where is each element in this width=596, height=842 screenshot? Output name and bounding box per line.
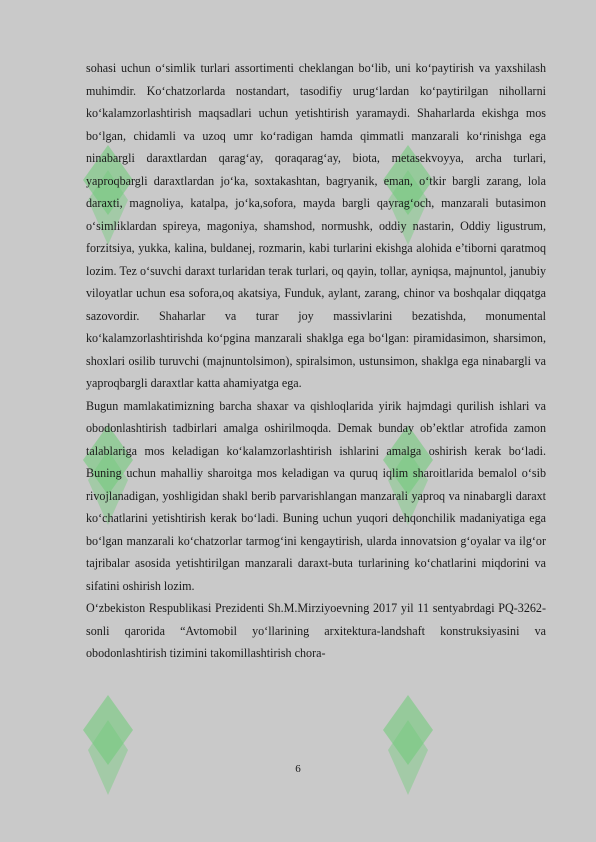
- paragraph-1: sohasi uchun o‘simlik turlari assortimenti cheklangan bo‘lib, uni ko‘paytirish va yaxshilash muhimdir. Ko‘chatzorlarda nostandart, tasodifiy urug‘lardan ko‘paytirilgan nihollarni ko‘kalamzorlashtirish maqsadlari uchun yetishtirish yaramaydi. Shaharlarda ekishga mos bo‘lgan, chidamli va uzoq umr ko‘radigan hamda qimmatli manzarali ko‘rinishga ega ninabargli daraxtlardan qarag‘ay, qoraqarag‘ay, biota, metasekvoyya, archa turlari, yaproqbargli daraxtlardan jo‘ka, soxtakashtan, bagryanik, eman, o‘tkir bargli zarang, lola daraxti, magnoliya, katalpa, jo‘ka,sofora, mayda bargli qayrag‘och, manzarali butasimon o‘simliklardan spireya, magoniya, shamshod, normushk, oddiy nastarin, Oddiy ligustrum, forzitsiya, yukka, kalina, buldanej, rozmarin, kabi turlarini ekishga alohida e’tiborni qaratmoq lozim. Tez o‘suvchi daraxt turlaridan terak turlari, oq qayin, tollar, ayniqsa, majnuntol, janubiy viloyatlar uchun esa sofora,oq akatsiya, Funduk, aylant, zarang, chinor va boshqalar diqqatga sazovordir. Shaharlar va turar joy massivlarini bezatishda, monumental ko‘kalamzorlashtirishda ko‘pgina manzarali shaklga ega bo‘lgan: piramidasimon, sharsimon, shoxlari osilib turuvchi (majnuntolsimon), spiralsimon, ustunsimon, shaklga ega ninabargli va yaproqbargli daraxtlar katta ahamiyatga ega.: [86, 61, 546, 390]
- body-text: [86, 57, 546, 665]
- paragraph-2: Bugun mamlakatimizning barcha shaxar va qishloqlarida yirik hajmdagi qurilish ishlari va obodonlashtirish tadbirlari amalga oshirilmoqda. Demak bunday ob’ektlar atrofida zamon talablariga mos keladigan ko‘kalamzorlashtirish ishlarini amalga oshirish kerak bo‘ladi. Buning uchun mahalliy sharoitga mos keladigan va quruq iqlim sharoitlarida bemalol o‘sib rivojlanadigan, yoshligidan shakl berib parvarishlangan manzarali yaproq va ninabargli daraxt ko‘chatlarini yetishtirish kerak bo‘ladi. Buning uchun yuqori dehqonchilik madaniyatiga ega bo‘lgan manzarali ko‘chatzorlar tarmog‘ini kengaytirish, ularda innovatsion g‘oyalar va ilg‘or tajribalar asosida yetishtirilgan manzarali daraxt-buta turlarining ko‘chatlarini miqdorini va sifatini oshirish lozim.: [86, 398, 546, 593]
- page-number: 6: [295, 763, 301, 775]
- diamond-leaf-watermark-icon: [378, 690, 438, 800]
- paragraph-3: O‘zbekiston Respublikasi Prezidenti Sh.M.Mirziyoevning 2017 yil 11 sentyabrdagi PQ-3262-sonli qarorida “Avtomobil yo‘llarining arxitektura-landshaft konstruksiyasini va obodonlashtirish tizimini takomillashtirish chora-: [86, 601, 546, 660]
- diamond-leaf-watermark-icon: [78, 690, 138, 800]
